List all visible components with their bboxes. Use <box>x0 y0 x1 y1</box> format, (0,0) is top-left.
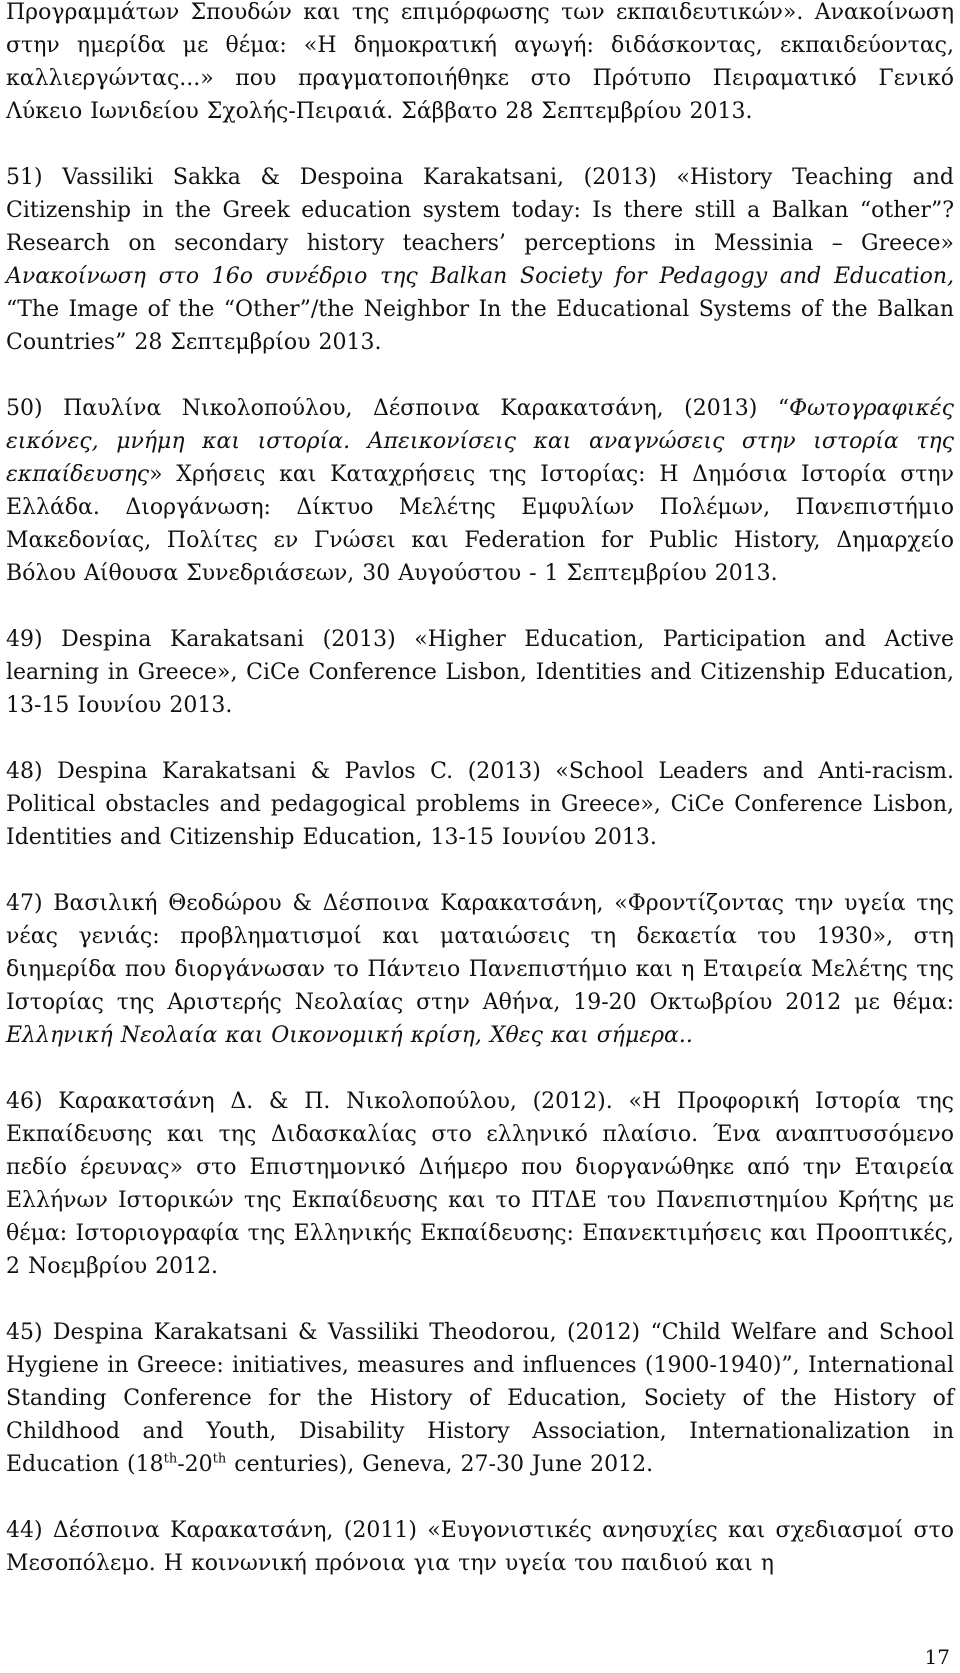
entry-text: -20 <box>177 1452 213 1477</box>
entry-text: 45) Despina Karakatsani & Vassiliki Theodorou, (2012) “Child Welfare and School Hygiene in Greece: initiatives, measures and influences (1900-1940)”, International Standing Conference for the History of Education, Society of the History of Childhood and Youth, Disability History Association, Internationalization in Education (18 <box>6 1320 954 1477</box>
superscript: th <box>163 1451 178 1467</box>
reference-entry-51 <box>6 161 954 359</box>
reference-entry-45 <box>6 1316 954 1481</box>
entry-text: » Χρήσεις και Καταχρήσεις της Ιστορίας: Η Δημόσια Ιστορία στην Ελλάδα. Διοργάνωση: Δίκτυο Μελέτης Εμφυλίων Πολέμων, Πανεπιστήμιο Μακεδονίας, Πολίτες εν Γνώσει και Federation for Public History, Δημαρχείο Βόλου Αίθουσα Συνεδριάσεων, 30 Αυγούστου - 1 Σεπτεμβρίου 2013. <box>6 462 954 586</box>
entry-text: 49) Despina Karakatsani (2013) «Higher Education, Participation and Active learning in Greece», CiCe Conference Lisbon, Identities and Citizenship Education, 13-15 Ιουνίου 2013. <box>6 627 954 718</box>
entry-italic-text: Ανακοίνωση στο 16ο συνέδριο της Balkan Society for Pedagogy and Education, <box>6 264 954 289</box>
superscript: th <box>212 1451 227 1467</box>
reference-entry-50 <box>6 392 954 590</box>
entry-text: 47) Βασιλική Θεοδώρου & Δέσποινα Καρακατσάνη, «Φροντίζοντας την υγεία της νέας γενιάς: προβληματισμοί και ματαιώσεις τη δεκαετία του 1930», στη διημερίδα που διοργάνωσαν το Πάντειο Πανεπιστήμιο και η Εταιρεία Μελέτης της Ιστορίας της Αριστερής Νεολαίας στην Αθήνα, 19-20 Οκτωβρίου 2012 με θέμα: <box>6 891 954 1015</box>
reference-entry-49 <box>6 623 954 722</box>
reference-entry-46 <box>6 1085 954 1283</box>
entry-text: 48) Despina Karakatsani & Pavlos C. (2013) «School Leaders and Anti-racism. Political obstacles and pedagogical problems in Greece», CiCe Conference Lisbon, Identities and Citizenship Education, 13-15 Ιουνίου 2013. <box>6 759 954 850</box>
page-number: 17 <box>924 1645 950 1669</box>
reference-entry-47 <box>6 887 954 1052</box>
entry-italic-text: Φωτογραφικές εικόνες, μνήμη και ιστορία. Απεικονίσεις και αναγνώσεις στην ιστορία της εκπαίδευσης <box>6 396 954 487</box>
entry-text: 50) Παυλίνα Νικολοπούλου, Δέσποινα Καρακατσάνη, (2013) “ <box>6 396 790 421</box>
entry-italic-text: Ελληνική Νεολαία και Οικονομική κρίση, Χθες και σήμερα.. <box>6 1023 693 1048</box>
entry-text: 44) Δέσποινα Καρακατσάνη, (2011) «Ευγονιστικές ανησυχίες και σχεδιασμοί στο Μεσοπόλεμο. Η κοινωνική πρόνοια για την υγεία του παιδιού και η <box>6 1518 954 1576</box>
entry-text: Προγραμμάτων Σπουδών και της επιμόρφωσης των εκπαιδευτικών». Ανακοίνωση στην ημερίδα με θέμα: «Η δημοκρατική αγωγή: διδάσκοντας, εκπαιδεύοντας, καλλιεργώντας...» που πραγματοποιήθηκε στο Πρότυπο Πειραματικό Γενικό Λύκειο Ιωνιδείου Σχολής-Πειραιά. Σάββατο 28 Σεπτεμβρίου 2013. <box>6 0 954 124</box>
entry-text: centuries), Geneva, 27-30 June 2012. <box>226 1452 654 1477</box>
reference-entry-52-continuation <box>6 0 954 128</box>
entry-text: 51) Vassiliki Sakka & Despoina Karakatsani, (2013) «History Teaching and Citizenship in the Greek education system today: Is there still a Balkan “other”? Research on secondary history teachers’ perceptions in Messinia – Greece» <box>6 165 954 256</box>
document-page <box>6 0 954 1613</box>
reference-entry-44 <box>6 1514 954 1580</box>
reference-entry-48 <box>6 755 954 854</box>
entry-text: 46) Καρακατσάνη Δ. & Π. Νικολοπούλου, (2012). «Η Προφορική Ιστορία της Εκπαίδευσης και της Διδασκαλίας στο ελληνικό πλαίσιο. Ένα αναπτυσσόμενο πεδίο έρευνας» στο Επιστημονικό Διήμερο που διοργανώθηκε από την Εταιρεία Ελλήνων Ιστορικών της Εκπαίδευσης και το ΠΤΔΕ του Πανεπιστημίου Κρήτης με θέμα: Ιστοριογραφία της Ελληνικής Εκπαίδευσης: Επανεκτιμήσεις και Προοπτικές, 2 Νοεμβρίου 2012. <box>6 1089 954 1279</box>
entry-text: “The Image of the “Other”/the Neighbor In the Educational Systems of the Balkan Countries” 28 Σεπτεμβρίου 2013. <box>6 297 954 355</box>
